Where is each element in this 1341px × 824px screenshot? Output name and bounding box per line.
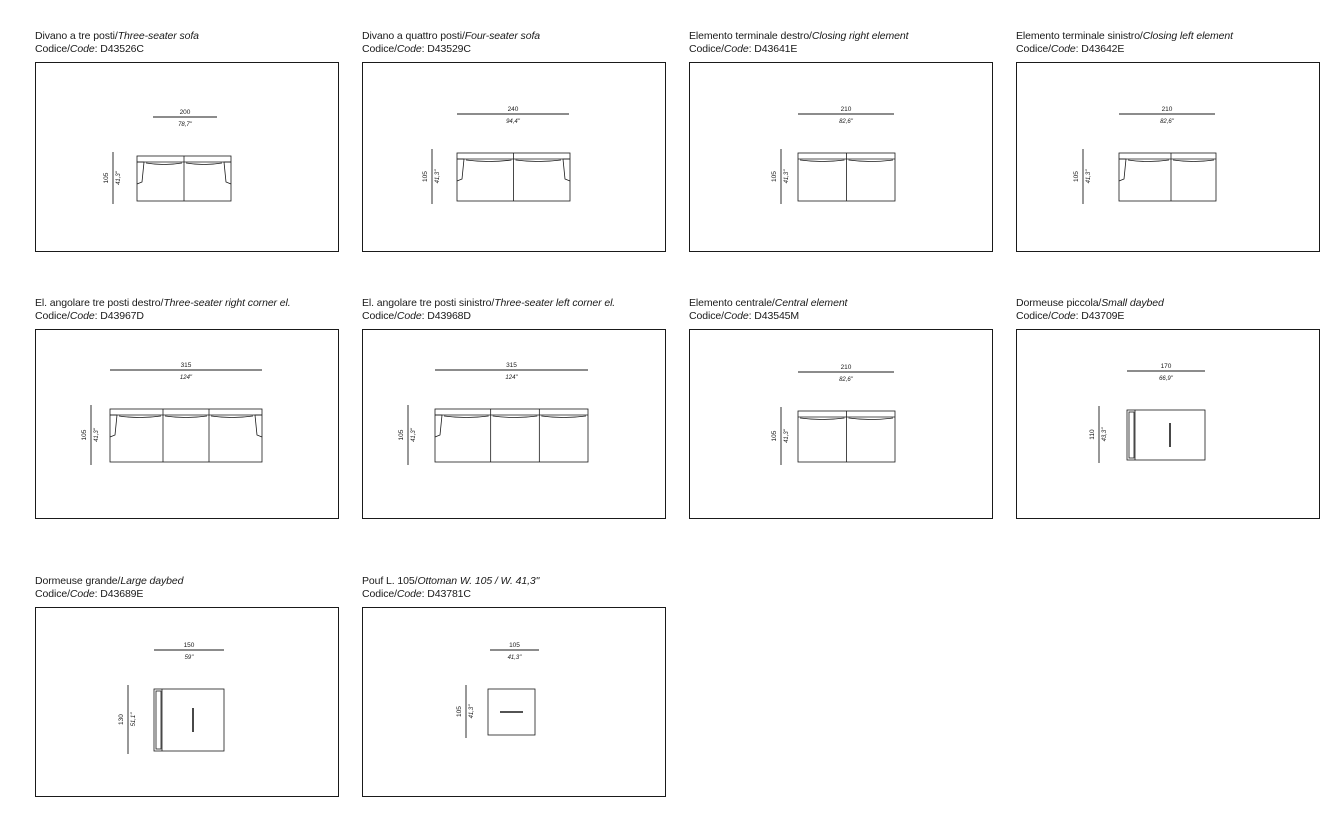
plan-group <box>422 106 570 204</box>
code-value: : D43709E <box>1075 309 1125 322</box>
code-label: Codice/ <box>35 42 70 55</box>
product-code <box>1016 43 1320 56</box>
product-name <box>35 297 339 310</box>
product-name-it: Divano a quattro posti/ <box>362 30 465 42</box>
depth-cm: 105 <box>456 706 463 717</box>
plan-group <box>1089 363 1205 463</box>
code-label-en: Code <box>1050 309 1076 322</box>
daybed-back-cushion <box>156 691 161 749</box>
product-name <box>1016 297 1320 310</box>
product-name-en: Three-seater left corner el. <box>494 297 616 309</box>
width-inches: 82,6" <box>1160 119 1174 125</box>
drawing-frame <box>1016 62 1320 252</box>
depth-inches: 41,3" <box>784 429 790 443</box>
width-inches: 59" <box>184 655 194 661</box>
left-arm <box>435 415 442 437</box>
depth-inches: 41,3" <box>1086 169 1092 184</box>
drawing-frame <box>362 62 666 252</box>
width-cm: 210 <box>840 106 852 113</box>
drawing-frame <box>362 329 666 519</box>
product-name <box>362 575 666 588</box>
drawing-frame <box>689 329 993 519</box>
plan-drawing <box>363 63 665 251</box>
plan-drawing <box>36 63 338 251</box>
left-arm <box>137 162 144 184</box>
product-name <box>362 30 666 43</box>
code-label: Codice/ <box>362 42 397 55</box>
plan-drawing <box>690 63 992 251</box>
width-cm: 210 <box>1161 106 1173 113</box>
drawing-frame <box>1016 329 1320 519</box>
width-inches: 94,4" <box>506 119 520 125</box>
code-label: Codice/ <box>689 309 724 322</box>
depth-inches: 41,3" <box>435 169 441 184</box>
product-name-it: Elemento centrale/ <box>689 297 775 309</box>
cushion-curve <box>516 160 562 162</box>
depth-inches: 41,3" <box>469 704 475 719</box>
depth-cm: 105 <box>103 172 110 184</box>
plan-drawing <box>363 330 665 518</box>
cushion-curve <box>466 160 512 162</box>
width-cm: 200 <box>179 109 191 116</box>
cushion-curve <box>165 416 207 418</box>
plan-drawing <box>1017 63 1319 251</box>
daybed-back-cushion <box>1129 412 1134 458</box>
code-label-en: Code <box>396 309 422 322</box>
cushion-curve <box>444 416 489 418</box>
product-card <box>689 30 993 184</box>
left-arm <box>457 159 464 181</box>
product-name-en: Large daybed <box>120 575 184 587</box>
depth-cm: 105 <box>422 171 429 182</box>
plan-drawing <box>363 608 665 796</box>
code-label-en: Code <box>396 587 422 600</box>
code-label: Codice/ <box>35 309 70 322</box>
product-name-it: Dormeuse piccola/ <box>1016 297 1102 309</box>
depth-cm: 105 <box>1073 171 1080 182</box>
width-inches: 78,7" <box>178 122 192 128</box>
depth-cm: 105 <box>81 429 88 441</box>
code-label: Codice/ <box>362 587 397 600</box>
width-inches: 66,9" <box>1159 376 1173 382</box>
code-label: Codice/ <box>689 42 724 55</box>
code-label-en: Code <box>396 42 422 55</box>
cushion-curve <box>146 163 182 165</box>
product-card <box>1016 297 1320 442</box>
plan-group <box>771 106 895 204</box>
product-code <box>362 43 666 56</box>
plan-drawing <box>36 608 338 796</box>
code-value: : D43641E <box>748 42 798 55</box>
cushion-curve <box>541 416 586 418</box>
width-cm: 170 <box>1160 363 1172 370</box>
product-card <box>362 30 666 184</box>
product-name <box>1016 30 1320 43</box>
product-code <box>35 588 339 601</box>
width-inches: 82,6" <box>839 377 853 383</box>
cushion-curve <box>849 418 894 420</box>
product-card <box>35 297 339 442</box>
product-card <box>1016 30 1320 184</box>
code-value: : D43529C <box>421 42 471 55</box>
depth-cm: 105 <box>771 430 778 442</box>
depth-inches: 51,1" <box>131 712 137 727</box>
product-name <box>35 575 339 588</box>
product-code <box>362 310 666 323</box>
cushion-curve <box>493 416 538 418</box>
product-name-en: Central element <box>774 297 848 309</box>
plan-group <box>103 109 231 204</box>
drawing-frame <box>362 607 666 797</box>
product-code <box>689 43 993 56</box>
code-label: Codice/ <box>35 587 70 600</box>
product-code <box>35 43 339 56</box>
code-label-en: Code <box>1050 42 1076 55</box>
left-arm <box>1119 159 1126 181</box>
cushion-curve <box>849 160 894 162</box>
width-cm: 210 <box>840 364 852 371</box>
product-name-en: Small daybed <box>1101 297 1164 309</box>
product-code <box>1016 310 1320 323</box>
right-arm <box>255 415 262 437</box>
width-cm: 315 <box>506 362 517 369</box>
code-value: : D43781C <box>421 587 471 600</box>
plan-group <box>81 362 262 465</box>
code-value: : D43526C <box>94 42 144 55</box>
code-value: : D43545M <box>748 309 800 322</box>
code-label-en: Code <box>723 42 749 55</box>
cushion-curve <box>1128 160 1169 162</box>
left-arm <box>110 415 117 437</box>
cushion-curve <box>800 418 845 420</box>
cushion-curve <box>800 160 845 162</box>
depth-cm: 130 <box>118 714 125 725</box>
code-label-en: Code <box>723 309 749 322</box>
cushion-curve <box>186 163 222 165</box>
cushion-curve <box>1173 160 1214 162</box>
code-value: : D43689E <box>94 587 144 600</box>
code-value: : D43968D <box>421 309 471 322</box>
depth-cm: 105 <box>398 429 405 441</box>
code-label: Codice/ <box>362 309 397 322</box>
product-code <box>362 588 666 601</box>
product-code <box>689 310 993 323</box>
cushion-curve <box>119 416 161 418</box>
product-name-it: Pouf L. 105/ <box>362 575 418 587</box>
product-card <box>35 30 339 185</box>
depth-inches: 41,3" <box>116 171 122 185</box>
product-name-en: Four-seater sofa <box>464 30 541 42</box>
product-name-it: Elemento terminale destro/ <box>689 30 812 42</box>
product-name <box>35 30 339 43</box>
width-cm: 315 <box>180 362 192 369</box>
code-label: Codice/ <box>1016 42 1051 55</box>
depth-cm: 110 <box>1089 429 1096 440</box>
plan-drawing <box>1017 330 1319 518</box>
width-cm: 240 <box>507 106 519 113</box>
product-name-en: Ottoman W. 105 / W. 41,3" <box>417 575 540 587</box>
product-card <box>362 575 666 719</box>
right-arm <box>224 162 231 184</box>
product-name <box>362 297 666 310</box>
drawing-frame <box>689 62 993 252</box>
code-label-en: Code <box>69 587 95 600</box>
product-card <box>362 297 666 442</box>
product-name <box>689 30 993 43</box>
furniture-outline <box>1127 410 1205 460</box>
width-inches: 124" <box>179 375 193 381</box>
product-name-it: Dormeuse grande/ <box>35 575 121 587</box>
code-label-en: Code <box>69 309 95 322</box>
product-name-en: Closing left element <box>1142 30 1233 42</box>
drawing-frame <box>35 62 339 252</box>
code-label: Codice/ <box>1016 309 1051 322</box>
width-inches: 41,3" <box>507 655 522 661</box>
product-code <box>35 310 339 323</box>
width-inches: 124" <box>505 375 518 381</box>
product-name <box>689 297 993 310</box>
plan-group <box>456 642 539 738</box>
product-card <box>689 297 993 443</box>
product-name-it: Divano a tre posti/ <box>35 30 118 42</box>
product-name-en: Closing right element <box>811 30 909 42</box>
depth-inches: 41,3" <box>94 428 100 442</box>
plan-drawing <box>690 330 992 518</box>
drawing-frame <box>35 329 339 519</box>
width-cm: 105 <box>509 642 520 649</box>
drawing-frame <box>35 607 339 797</box>
depth-cm: 105 <box>771 171 778 182</box>
product-name-it: El. angolare tre posti destro/ <box>35 297 164 309</box>
depth-inches: 41,3" <box>411 428 417 442</box>
cushion-curve <box>211 416 253 418</box>
product-name-it: Elemento terminale sinistro/ <box>1016 30 1143 42</box>
plan-group <box>118 642 224 754</box>
right-arm <box>563 159 570 181</box>
plan-group <box>1073 106 1216 204</box>
depth-inches: 41,3" <box>784 169 790 184</box>
product-card <box>35 575 339 727</box>
product-name-en: Three-seater sofa <box>117 30 199 42</box>
plan-group <box>771 364 895 465</box>
code-label-en: Code <box>69 42 95 55</box>
code-value: : D43967D <box>94 309 144 322</box>
width-inches: 82,6" <box>839 119 853 125</box>
width-cm: 150 <box>183 642 195 649</box>
plan-group <box>398 362 588 465</box>
product-name-en: Three-seater right corner el. <box>163 297 291 309</box>
depth-inches: 43,3" <box>1102 427 1108 442</box>
product-name-it: El. angolare tre posti sinistro/ <box>362 297 495 309</box>
plan-drawing <box>36 330 338 518</box>
furniture-outline <box>154 689 224 751</box>
code-value: : D43642E <box>1075 42 1125 55</box>
